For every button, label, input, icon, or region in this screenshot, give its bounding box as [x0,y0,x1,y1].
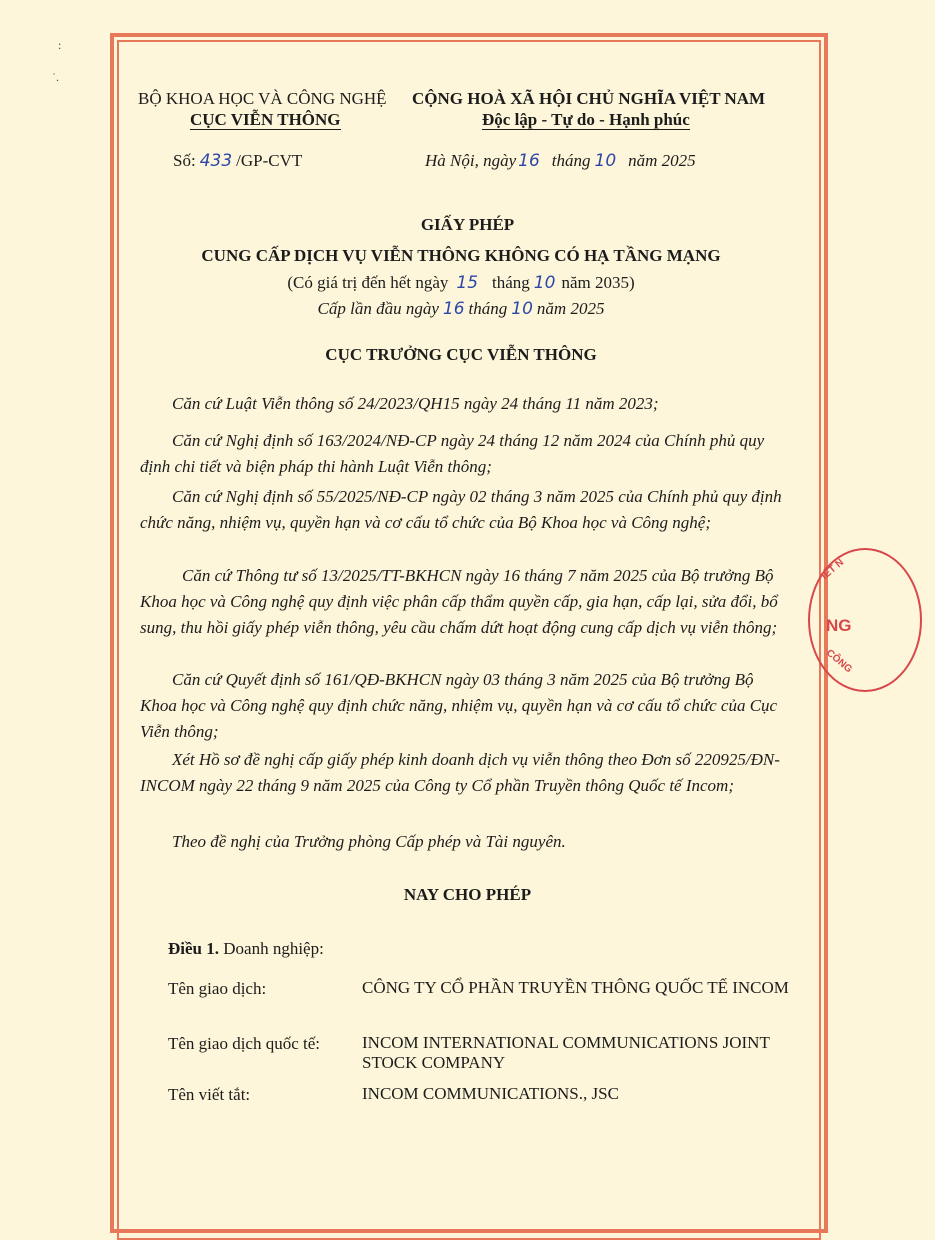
preamble-paragraph: Xét Hồ sơ đề nghị cấp giấy phép kinh doanh dịch vụ viễn thông theo Đơn số 220925/ĐN-INCOM ngày 22 tháng 9 năm 2025 của Công ty Cổ phần Truyền thông Quốc tế Incom; [140,750,780,795]
abbreviation-value: INCOM COMMUNICATIONS., JSC [362,1084,619,1103]
department-name: CỤC VIỄN THÔNG [190,110,341,129]
preamble-paragraph: Theo đề nghị của Trưởng phòng Cấp phép và Tài nguyên. [172,832,566,851]
national-motto: Độc lập - Tự do - Hạnh phúc [482,110,690,129]
scan-mark: : [58,38,62,52]
official-seal: IẾT N NG CÔNG [808,548,922,692]
preamble-paragraph: Căn cứ Nghị định số 163/2024/NĐ-CP ngày 24 tháng 12 năm 2024 của Chính phủ quy định chi tiết và biện pháp thi hành Luật Viễn thông; [140,431,765,476]
issued-line: Cấp lần đầu ngày 16 tháng 10 năm 2025 [317,299,605,319]
trade-name-label: Tên giao dịch: [168,979,267,998]
international-name-value: INCOM INTERNATIONAL COMMUNICATIONS JOINT STOCK COMPANY [362,1033,770,1072]
preamble-paragraph: Căn cứ Nghị định số 55/2025/NĐ-CP ngày 02 tháng 3 năm 2025 của Chính phủ quy định chức năng, nhiệm vụ, quyền hạn và cơ cấu tổ chức của Bộ Khoa học và Công nghệ; [140,487,782,532]
preamble-paragraph: Căn cứ Thông tư số 13/2025/TT-BKHCN ngày 16 tháng 7 năm 2025 của Bộ trưởng Bộ Khoa học và Công nghệ quy định việc phân cấp thẩm quyền cấp, gia hạn, cấp lại, sửa đổi, bổ sung, thu hồi giấy phép viễn thông, yêu cầu chấm dứt hoạt động cung cấp dịch vụ viễn thông; [140,566,778,637]
document-number: Số: 433 /GP-CVT [173,151,303,171]
international-name-label: Tên giao dịch quốc tế: [168,1034,321,1053]
preamble-paragraph: Căn cứ Quyết định số 161/QĐ-BKHCN ngày 03 tháng 3 năm 2025 của Bộ trưởng Bộ Khoa học và Công nghệ quy định chức năng, nhiệm vụ, quyền hạn và cơ cấu tổ chức của Cục Viễn thông; [140,670,778,741]
preamble-paragraph: Căn cứ Luật Viễn thông số 24/2023/QH15 ngày 24 tháng 11 năm 2023; [172,394,659,413]
document-subtitle: CUNG CẤP DỊCH VỤ VIỄN THÔNG KHÔNG CÓ HẠ TẦNG MẠNG [201,246,721,265]
ministry-name: BỘ KHOA HỌC VÀ CÔNG NGHỆ [138,89,387,108]
national-title: CỘNG HOÀ XÃ HỘI CHỦ NGHĨA VIỆT NAM [412,89,766,108]
decision-heading: NAY CHO PHÉP [403,885,532,904]
issue-date: Hà Nội, ngày 16 tháng 10 năm 2025 [425,151,696,171]
validity-line: (Có giá trị đến hết ngày 15 tháng 10 năm 2035) [287,273,635,293]
document-title: GIẤY PHÉP [420,215,515,234]
trade-name-value: CÔNG TY CỔ PHẦN TRUYỀN THÔNG QUỐC TẾ INCOM [362,978,789,997]
article-1-heading: Điều 1. Doanh nghiệp: [168,939,324,958]
abbreviation-label: Tên viết tắt: [168,1085,251,1104]
scan-mark: ˙. [52,70,59,84]
issuing-authority: CỤC TRƯỞNG CỤC VIỄN THÔNG [325,345,597,364]
